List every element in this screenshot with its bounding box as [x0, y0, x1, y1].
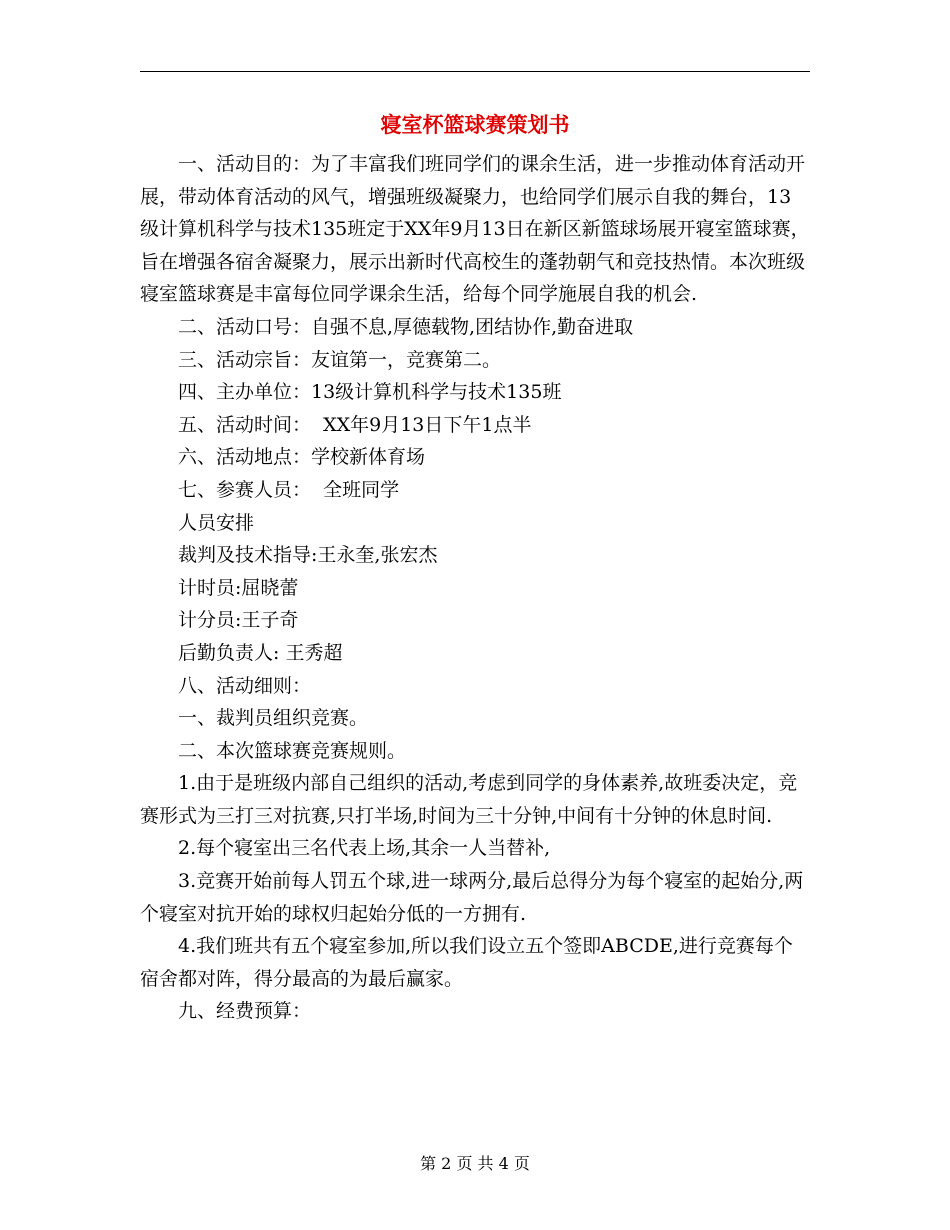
paragraph-rule-2: 2.每个寝室出三名代表上场,其余一人当替补,: [178, 837, 551, 860]
paragraph-rule-3: 3.竞赛开始前每人罚五个球,进一球两分,最后总得分为每个寝室的起始分,两个寝室对抗开始的球权归起始分低的一方拥有.: [140, 870, 804, 925]
paragraph-staffing-heading: 人员安排: [178, 511, 255, 534]
paragraph-location: 六、活动地点：学校新体育场: [178, 446, 426, 469]
paragraph-slogan: 二、活动口号：自强不息,厚德载物,团结协作,勤奋进取: [178, 315, 634, 338]
paragraph-rule-referee: 一、裁判员组织竞赛。: [178, 707, 369, 730]
paragraph-tenet: 三、活动宗旨：友谊第一，竞赛第二。: [178, 348, 502, 371]
paragraph-budget-heading: 九、经费预算：: [178, 1000, 312, 1023]
paragraph-rule-1: 1.由于是班级内部自己组织的活动,考虑到同学的身体素养,故班委决定，竞赛形式为三打三对抗赛,只打半场,时间为三十分钟,中间有十分钟的休息时间.: [140, 772, 798, 827]
paragraph-organizer: 四、主办单位：13级计算机科学与技术135班: [178, 381, 562, 404]
paragraph-rules-heading: 八、活动细则：: [178, 674, 312, 697]
document-title: 寝室杯篮球赛策划书: [380, 112, 570, 137]
paragraph-scorekeeper: 计分员:王子奇: [178, 609, 299, 632]
document-body: [140, 148, 810, 1028]
paragraph-rule-heading-2: 二、本次篮球赛竞赛规则。: [178, 739, 407, 762]
paragraph-purpose: 一、活动目的：为了丰富我们班同学们的课余生活，进一步推动体育活动开展，带动体育活动的风气，增强班级凝聚力，也给同学们展示自我的舞台，13级计算机科学与技术135班定于XX年9月13日在新区新篮球场展开寝室篮球赛，旨在增强各宿舍凝聚力，展示出新时代高校生的蓬勃朝气和竞技热情。本次班级寝室篮球赛是丰富每位同学课余生活，给每个同学施展自我的机会.: [140, 153, 810, 306]
paragraph-time: 五、活动时间： XX年9月13日下午1点半: [178, 413, 532, 436]
paragraph-participants: 七、参赛人员： 全班同学: [178, 478, 400, 501]
header-rule: [140, 71, 810, 72]
paragraph-rule-4: 4.我们班共有五个寝室参加,所以我们设立五个签即ABCDE,进行竞赛每个宿舍都对阵，得分最高的为最后赢家。: [140, 935, 793, 990]
paragraph-referees: 裁判及技术指导:王永奎,张宏杰: [178, 544, 438, 567]
paragraph-timekeeper: 计时员:屈晓蕾: [178, 576, 299, 599]
page-footer: 第 2 页 共 4 页: [420, 1154, 530, 1173]
paragraph-logistics: 后勤负责人: 王秀超: [178, 641, 343, 664]
